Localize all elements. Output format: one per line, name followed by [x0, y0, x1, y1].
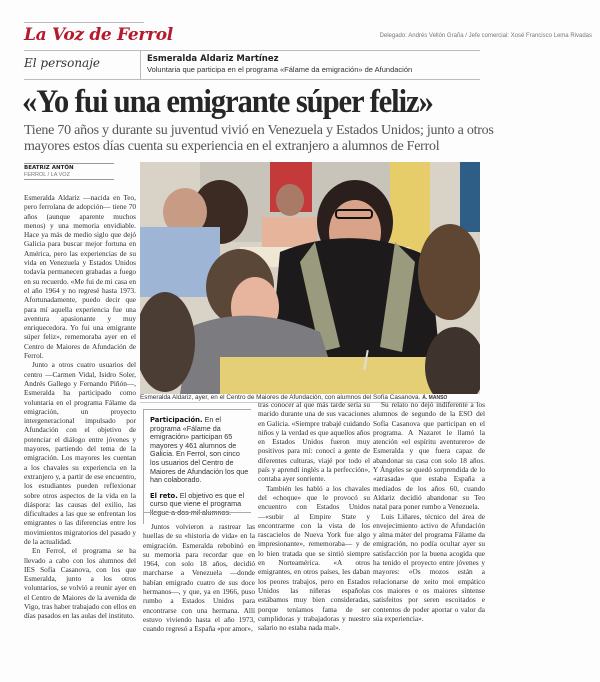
info-label: El reto.	[150, 491, 178, 500]
paragraph: Luis Liñares, técnico del área de envejecimiento activo de Afundación y alma máter del programa Fálame da emigración, no podía ocultar ayer su satisfacción por la buena acogida que ha tenido el proyecto entre jóvenes y mayores: «Os mozos están a relacionarse de xeito moi empático cos maiores e os maiores síntense satisfeitos por seren escoitados e contentos de poder aportar o valor da súa experiencia».	[373, 511, 485, 623]
info-item-challenge	[150, 492, 251, 518]
article-column-1	[24, 193, 136, 621]
paragraph: En Ferrol, el programa se ha llevado a cabo con los alumnos del IES Sofía Casanova, con los que Esmeralda, junto a los otros voluntarios, se volvió a reunir ayer en el Centro de Maiores de la avenida de Vigo, tras haber trabajado con ellos en días pasados en las aulas del instituto.	[24, 546, 137, 621]
info-item-participation	[150, 416, 251, 485]
person-box	[140, 50, 480, 80]
person-role: Voluntaria que participa en el programa «Fálame da emigración» de Afundación	[147, 65, 413, 74]
photo-caption-text: Esmeralda Aldariz, ayer, en el Centro de Maiores de Afundación, con alumnos del Sofía Casanova.	[140, 394, 421, 401]
classroom-photo-illustration	[140, 162, 480, 394]
byline-place: FERROL / LA VOZ	[24, 172, 114, 180]
article-column-3	[258, 400, 370, 632]
paragraph: Su relato no dejó indiferente a los alumnos de segundo de la ESO del Sofía Casanova que participan en el programa. A Nazaret le llamó la atención «el espíritu aventurero» de Esmeralda y que fuera capaz de abandonar su casa con solo 18 años. Y Ángeles se quedó sorprendida de lo «atrasada» que estaba España a mediados de los años 60, cuando Aldariz decidió abandonar su Teo natal para poner rumbo a Venezuela.	[373, 400, 485, 512]
photo-credit: Á. MANSO	[422, 395, 448, 401]
paragraph: tras conocer al que más tarde sería su marido durante una de sus vacaciones en Galicia. «Siempre trabajé cuidando niños y la verdad es que aquellos años en Estados Unidos fueron muy positivos para mí: conocí a gente de diferentes culturas, viajé por todo el país y aprendí inglés a la perfección», contaba ayer sonriente.	[258, 400, 370, 484]
byline-author: BEATRIZ ANTÓN	[24, 165, 74, 171]
section-name: El personaje	[24, 56, 101, 70]
info-label: Participación.	[150, 416, 203, 424]
paragraph: Esmeralda Aldariz —nacida en Teo, pero ferrolana de adopción— tiene 70 años (aunque aparente muchos menos) y una memoria envidiable. Hace ya más de medio siglo que dejó Galicia para buscar mejor fortuna en América, pero las experiencias de su vida en Venezuela y Estados Unidos todavía permanecen grabadas a fuego en su recuerdo. «Me fui de mi casa en el año 1964 y no regresé hasta 1973. Afortunadamente, puedo decir que para mí aquella experiencia fue una aventura apasionante y muy enriquecedora. Yo fui una emigrante súper feliz», rememoraba ayer en el Centro de Maiores de Afundación de Ferrol.	[24, 193, 136, 361]
subheadline: Tiene 70 años y durante su juventud vivió en Venezuela y Estados Unidos; junto a otros mayores estos días cuenta su experiencia en el extranjero a alumnos de Ferrol	[24, 123, 494, 154]
byline	[24, 163, 114, 180]
info-text: En el programa «Fálame da emigración» participan 65 mayores y 461 alumnos de Galicia. En Ferrol, son cinco los usuarios del Centro de Maiores de Afundación los que han colaborado.	[150, 415, 249, 485]
staff-credits: Delegado: Andrés Vellón Graña / Jefe comercial: Xosé Francisco Lema Rivadas	[379, 33, 592, 39]
info-box	[143, 409, 251, 524]
article-column-2	[143, 522, 255, 634]
article-photo	[140, 162, 480, 394]
article-column-4	[373, 400, 485, 623]
info-box-divider	[143, 512, 251, 513]
info-text: El objetivo es que el curso que viene el programa llegue a dos mil alumnos.	[150, 490, 245, 517]
headline: «Yo fui una emigrante súper feliz»	[22, 84, 433, 120]
paragraph: Junto a otros cuatro usuarios del centro —Carmen Vidal, Isidro Soler, Andrés Gallego y Fernando Piñón—, Esmeralda ha participado como voluntaria en el programa Fálame da emigración, un proyecto intergeneracional impulsado por Afundación con el objetivo de potenciar el diálogo entre jóvenes y mayores, partiendo del tema de la emigración. Los mayores les cuentan a los chavales su experiencia en la extranjero y, a partir de ese encuentro, los estudiantes pueden reflexionar sobre otros aspectos de la vida en la diáspora: las causas del exilio, las dificultades a las que se enfrentan los emigrantes o las diferencias entre los movimientos migratorios del pasado y de la actualidad.	[24, 360, 136, 546]
paragraph: También les habló a los chavales del «choque» que le provocó su encuentro con Estados Unidos —«subir al Empire State y encontrarme con la vista de los rascacielos de Nueva York fue algo impresionante», rememoraba— y de lo bien tratada que se sintió siempre en Norteamérica. «A otros emigrantes, en otros países, les daban los peores trabajos, pero en Estados Unidos las niñeras españolas estábamos muy bien consideradas, porque teníamos fama de ser cumplidoras y trabajadoras y nuestro salario no estaba nada mal».	[258, 483, 370, 633]
person-name: Esmeralda Aldariz Martínez	[147, 54, 279, 64]
masthead	[24, 22, 173, 45]
paragraph: Juntos volvieron a rastrear las huellas de su «historia de vida» en la emigración. Esmeralda rebobinó en su memoria para recordar que en 1964, con solo 18 años, decidió marcharse a Venezuela —donde habían emigrado cuatro de sus doce hermanos—, y que, ya en 1966, puso rumbo a Estados Unidos para encontrarse con una hermana. Allí estuvo viviendo hasta el año 1973, cuando regresó a España «por amor»,	[143, 522, 255, 634]
newspaper-logo: La Voz de Ferrol	[24, 25, 173, 45]
